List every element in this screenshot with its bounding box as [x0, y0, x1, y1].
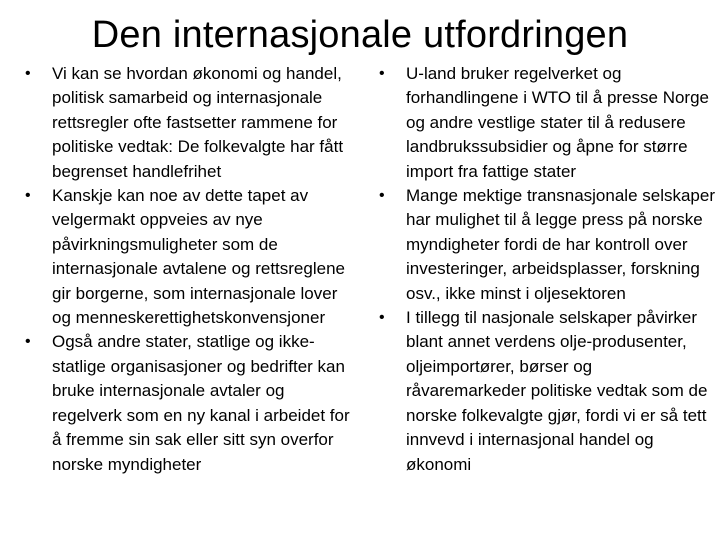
bullet-icon: • [379, 309, 385, 327]
bullet-text: Vi kan se hvordan økonomi og handel, politisk samarbeid og internasjonale rettsregler ofte fastsetter rammene for politiske vedtak: De folkevalgte har fått begrenset handlefrihet [52, 64, 344, 181]
right-bullet-list [376, 62, 716, 477]
bullet-item [376, 184, 716, 306]
left-bullet-list [22, 62, 352, 477]
bullet-item [22, 330, 352, 476]
bullet-icon: • [379, 187, 385, 205]
bullet-item [376, 62, 716, 184]
bullet-icon: • [25, 65, 31, 82]
bullet-text: U-land bruker regelverket og forhandlingene i WTO til å presse Norge og andre vestlige stater til å redusere landbrukssubsidier og åpne for større import fra fattige stater [406, 64, 710, 181]
bullet-item [22, 62, 352, 184]
bullet-icon: • [25, 187, 31, 205]
bullet-text: Også andre stater, statlige og ikke-statlige organisasjoner og bedrifter kan bruke internasjonale avtaler og regelverk som en ny kanal i arbeidet for å fremme sin sak eller sitt syn overfor norske myndigheter [52, 332, 350, 474]
bullet-item [22, 184, 352, 330]
bullet-text: I tillegg til nasjonale selskaper påvirker blant annet verdens olje-produsenter, oljeimportører, børser og råvaremarkeder politiske vedtak som de norske folkevalgte gjør, fordi vi er så tett innvevd i internasjonal handel og økonomi [406, 308, 708, 474]
bullet-text: Kanskje kan noe av dette tapet av velgermakt oppveies av nye påvirkningsmuligheter som de internasjonale avtalene og rettsreglene gir borgerne, som internasjonale lover og menneskerettighetskonvensjoner [52, 186, 345, 328]
bullet-text: Mange mektige transnasjonale selskaper har mulighet til å legge press på norske myndigheter fordi de har kontroll over investeringer, arbeidsplasser, forskning osv., ikke minst i oljesektoren [406, 186, 716, 303]
bullet-icon: • [25, 333, 31, 351]
bullet-icon: • [379, 65, 385, 82]
slide-title: Den internasjonale utfordringen [91, 14, 629, 56]
bullet-item [376, 306, 716, 477]
